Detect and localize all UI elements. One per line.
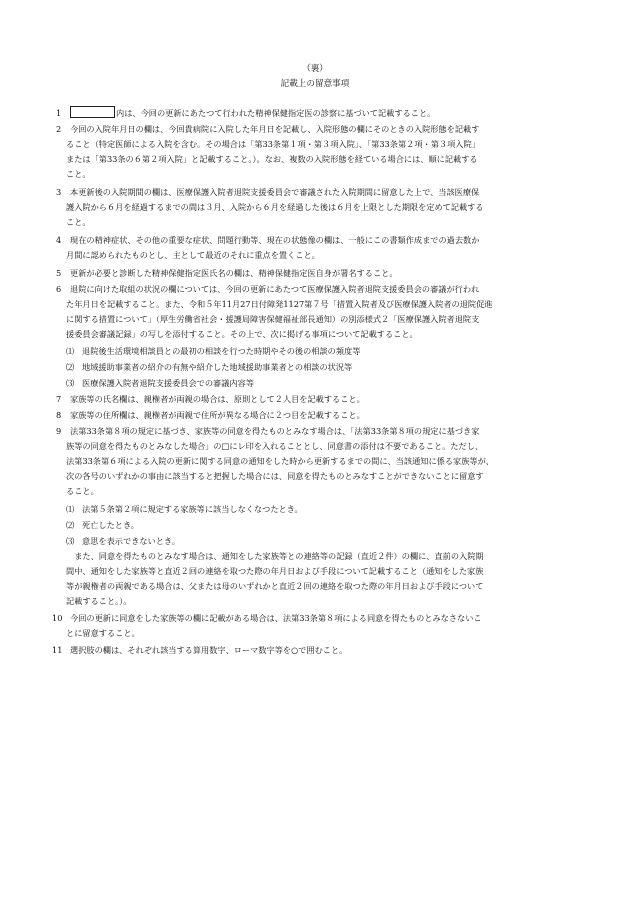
sub-item-number: ⑵ xyxy=(66,520,75,530)
item-text: 記載すること。）。 xyxy=(66,596,132,606)
item-text: 現在の精神症状、その他の重要な症状、問題行動等、現在の状態像の欄は、一般にこの書類作成までの過去数か xyxy=(70,235,480,245)
page-side-label: （裏） xyxy=(302,64,328,74)
item-number: 7 xyxy=(56,394,62,404)
item-text: 家族等の氏名欄は、親権者が両親の場合は、原則として２人目を記載すること。 xyxy=(70,394,365,404)
item-text: または「第33条の６第２項入院」と記載すること。）。なお、複数の入院形態を経ている場合には、順に記載する xyxy=(66,154,478,164)
item-text: 退院に向けた取組の状況の欄については、今回の更新にあたつて医療保護入院者退院支援委員会の審議が行われ xyxy=(70,284,480,294)
item-text: 次の各号のいずれかの事由に該当すると把握した場合には、同意を得たものとみなすことができないことに留意す xyxy=(66,471,484,481)
item-text: こと。 xyxy=(66,217,91,227)
sub-item-text: 死亡したとき。 xyxy=(82,520,139,530)
item-number: 10 xyxy=(52,613,63,623)
sub-item-number: ⑴ xyxy=(66,346,75,356)
item-text: 本更新後の入院期間の欄は、医療保護入院者退院支援委員会で審議された入院期間に留意した上で、当該医療保 xyxy=(70,187,480,197)
item-text: 今回の更新に同意をした家族等の欄に記載がある場合は、法第33条第８項による同意を得たものとみなさないこ xyxy=(70,613,482,623)
item-number: 11 xyxy=(52,645,63,655)
item-number: 8 xyxy=(56,410,62,420)
item-text: 月間に認められたものとし、主として最近のそれに重点を置くこと。 xyxy=(66,250,320,260)
item-text: また、同意を得たものとみなす場合は、通知をした家族等との連絡等の記録（直近２件）の欄に、直前の入院期 xyxy=(66,551,484,561)
sub-item-text: 地域援助事業者の紹介の有無や紹介した地域援助事業者との相談の状況等 xyxy=(82,362,353,372)
page-title: 記載上の留意事項 xyxy=(280,79,350,89)
item-number: 9 xyxy=(56,426,62,436)
sub-item-text: 意思を表示できないとき。 xyxy=(82,536,180,546)
sub-item-number: ⑵ xyxy=(66,362,75,372)
item-text: 族等の同意を得たものとみなした場合」の□にレ印を入れることとし、同意書の添付は不要であること。ただし、 xyxy=(66,441,484,451)
item-number: 1 xyxy=(56,108,62,118)
item-text: 法第33条第８項の規定に基づき、家族等の同意を得たものとみなす場合は、「法第33条第８項の規定に基づき家 xyxy=(70,426,480,436)
sub-item-text: 医療保護入院者退院支援委員会での審議内容等 xyxy=(82,378,254,388)
sub-item-number: ⑶ xyxy=(66,536,75,546)
item-text: た年月日を記載すること。また、令和５年11月27日付障発1127第７号「措置入院者及び医療保護入院者の退院促進 xyxy=(66,299,493,309)
item-text: 護入院から６月を経過するまでの間は３月、入院から６月を経過した後は６月を上限とした期限を定めて記載する xyxy=(66,202,484,212)
item-text: 内は、今回の更新にあたつて行われた精神保健指定医の診察に基づいて記載すること。 xyxy=(116,108,436,118)
item-number: 3 xyxy=(56,187,62,197)
item-text: 家族等の住所欄は、親権者が両親で住所が異なる場合に２つ目を記載すること。 xyxy=(70,410,365,420)
item-number: 4 xyxy=(56,235,62,245)
item-text: 選択肢の欄は、それぞれ該当する算用数字、ローマ数字等を○で囲むこと。 xyxy=(70,645,348,655)
sub-item-text: 退院後生活環境相談員との最初の相談を行つた時期やその後の相談の頻度等 xyxy=(82,346,361,356)
item-text: に関する措置について」（厚生労働省社会・援護局障害保健福祉部長通知）の別添様式２「医療保護入院者退院支 xyxy=(66,314,480,324)
item-text: とに留意すること。 xyxy=(66,628,140,638)
item-text: 等が親権者の両親である場合は、父または母のいずれかと直近２回の連絡を取つた際の年月日および手段について xyxy=(66,581,484,591)
item-text: こと。 xyxy=(66,169,91,179)
item-text: 法第33条第６項による入院の更新に関する同意の通知をした時から更新するまでの間に、当該通知に係る家族等が、 xyxy=(66,456,494,466)
item-text: ること（特定医師による入院を含む。その場合は「第33条第１項・第３項入院」、「第33条第２項・第３項入院」 xyxy=(66,139,480,149)
item-text: 援委員会審議記録」の写しを添付すること。その上で、次に掲げる事項について記載すること。 xyxy=(66,329,418,339)
item-number: 2 xyxy=(56,124,62,134)
sub-item-number: ⑴ xyxy=(66,504,75,514)
sub-item-number: ⑶ xyxy=(66,378,75,388)
blank-box xyxy=(70,106,115,118)
item-text: 更新が必要と診断した精神保健指定医氏名の欄は、精神保健指定医自身が署名すること。 xyxy=(70,268,398,278)
item-number: 5 xyxy=(56,268,62,278)
item-text: 間中、通知をした家族等と直近２回の連絡を取つた際の年月日および手段について記載すること（通知をした家族 xyxy=(66,566,484,576)
item-text: 今回の入院年月日の欄は、今回貴病院に入院した年月日を記載し、入院形態の欄にそのときの入院形態を記載す xyxy=(70,124,480,134)
item-number: 6 xyxy=(56,284,62,294)
item-text: ること。 xyxy=(66,486,99,496)
sub-item-text: 法第５条第２項に規定する家族等に該当しなくなつたとき。 xyxy=(82,504,303,514)
